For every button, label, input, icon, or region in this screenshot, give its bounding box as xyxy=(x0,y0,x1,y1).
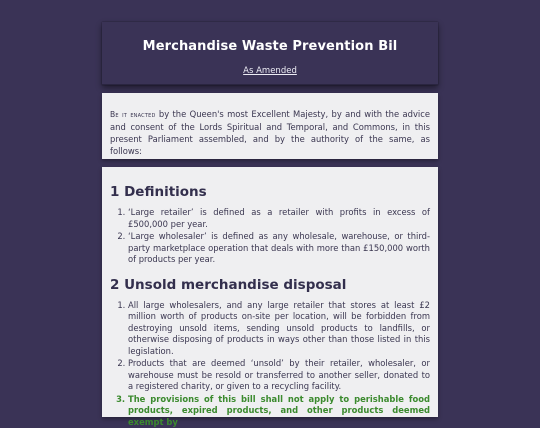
unsold-merchandise-list xyxy=(110,300,430,428)
enacting-words: Be it enacted xyxy=(110,110,156,119)
preamble-text xyxy=(110,108,430,157)
bill-header xyxy=(102,22,438,85)
amended-list-item: 3. The provisions of this bill shall not apply to perishable food products, expired products, and other products deemed exempt by xyxy=(128,394,430,428)
list-item: 1. All large wholesalers, and any large retailer that stores at least £2 million worth of products on-site per location, will be forbidden from destroying unsold items, sending unsold products to landfills, or otherwise disposing of products in ways other than those listed in this legislation. xyxy=(128,300,430,358)
list-item: 1. ‘Large retailer’ is defined as a retailer with profits in excess of £500,000 per year. xyxy=(128,207,430,230)
enacting-formula: by the Queen's most Excellent Majesty, by and with the advice and consent of the Lords Spiritual and Temporal, and Commons, in this present Parliament assembled, and by the authority of the same, as follows: xyxy=(110,109,430,156)
as-amended-link[interactable]: As Amended xyxy=(243,66,297,76)
section-heading-definitions: 1 Definitions xyxy=(110,183,430,201)
page-title: Merchandise Waste Prevention Bil xyxy=(102,39,438,54)
section-heading-unsold-merchandise: 2 Unsold merchandise disposal xyxy=(110,276,430,294)
bill-body xyxy=(102,167,438,417)
list-item: 2. ‘Large wholesaler’ is defined as any wholesale, warehouse, or third-party marketplace operation that deals with more than £150,000 worth of products per year. xyxy=(128,231,430,266)
definitions-list xyxy=(110,207,430,266)
preamble-card xyxy=(102,93,438,159)
list-item: 2. Products that are deemed ‘unsold’ by their retailer, wholesaler, or warehouse must be resold or transferred to another seller, donated to a registered charity, or given to a recycling facility. xyxy=(128,358,430,393)
